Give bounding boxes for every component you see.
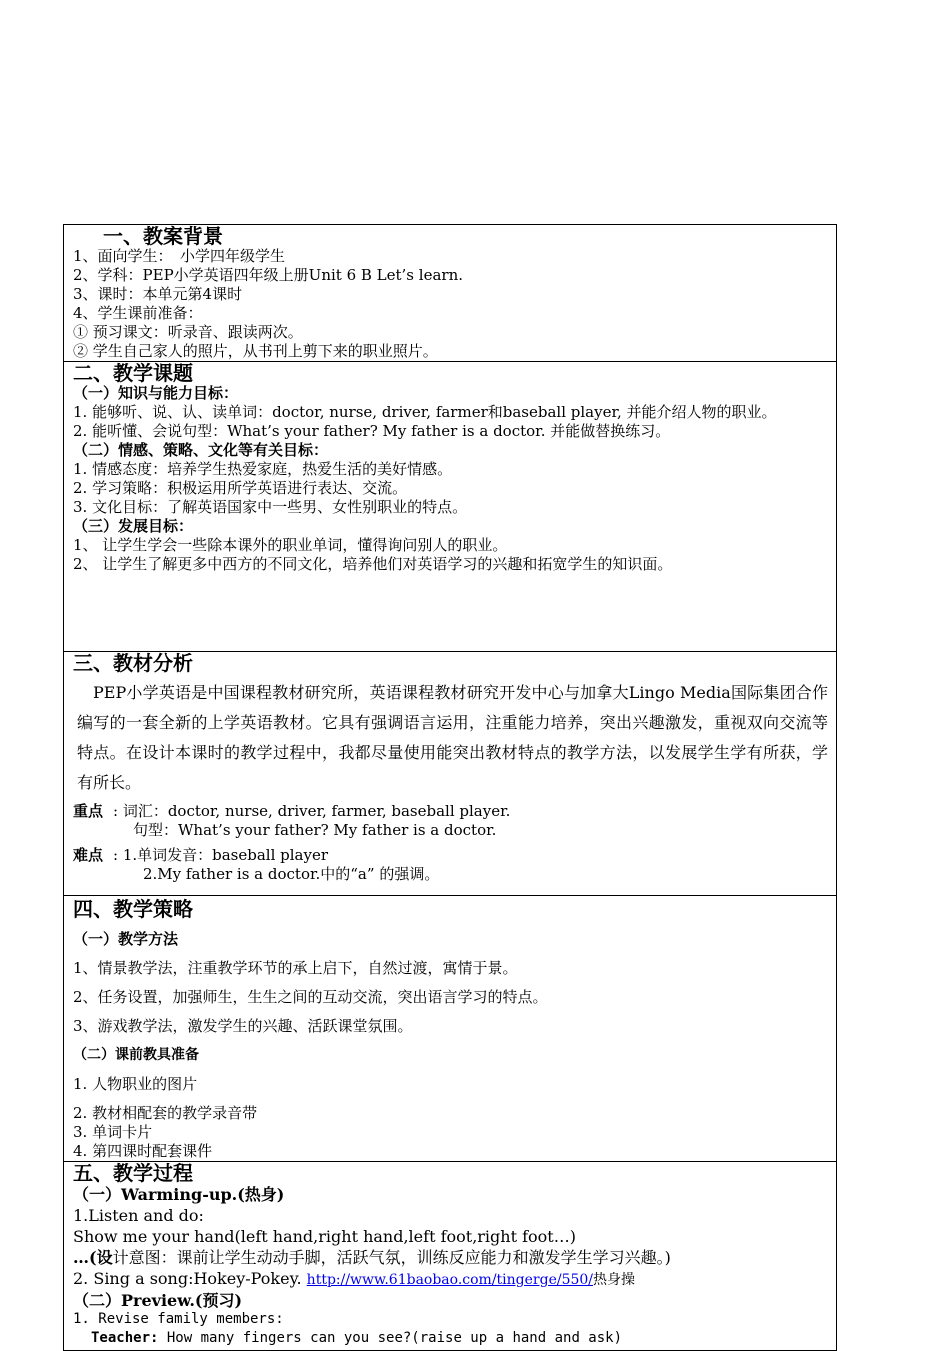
text-line: 3. 单词卡片 [73,1123,153,1141]
design-intent-prefix: …(设 [73,1248,113,1267]
text-line: 3、游戏教学法，激发学生的兴趣、活跃课堂氛围。 [73,1017,413,1035]
text-line: 2、学科：PEP小学英语四年级上册Unit 6 B Let’s learn. [73,266,463,284]
text-line: 1. 能够听、说、认、读单词：doctor, nurse, driver, farmer和baseball player, 并能介绍人物的职业。 [73,403,777,421]
text-line: 句型：What’s your father? My father is a doctor. [133,821,497,839]
analysis-paragraph: PEP小学英语是中国课程教材研究所，英语课程教材研究开发中心与加拿大Lingo Media国际集团合作编写的一套全新的上学英语教材。它具有强调语言运用，注重能力培养，突出兴趣激发，重视双向交流等特点。在设计本课时的教学过程中，我都尽量使用能突出教材特点的教学方法，以发展学生学有所获，学有所长。 [77,683,828,792]
design-intent-line [73,1247,828,1268]
section-topic [64,362,837,652]
subsection-title: （二）Preview.(预习) [73,1291,243,1310]
section-title: 三、教材分析 [73,651,193,675]
difficult-points [73,846,828,884]
section-title: 二、教学课题 [73,361,193,385]
section-background [64,225,837,362]
subsection-title: （一）Warming-up.(热身) [73,1185,285,1204]
song-line [73,1268,828,1291]
text-line: 1、面向学生： 小学四年级学生 [73,247,286,265]
text-line: : 1.单词发音：baseball player [113,846,329,864]
key-points [73,802,828,840]
text-line: Show me your hand(left hand,right hand,left foot,right foot…) [73,1227,576,1246]
section-title: 五、教学过程 [73,1161,193,1185]
subsection-title: （一）知识与能力目标： [73,384,239,402]
text-line: ② 学生自己家人的照片，从书刊上剪下来的职业照片。 [73,342,438,360]
section-title: 一、教案背景 [103,224,223,248]
text-line: ① 预习课文：听录音、跟读两次。 [73,323,303,341]
song-link[interactable]: http://www.61baobao.com/tingerge/550/ [306,1272,594,1288]
text-line: 3. 文化目标：了解英语国家中一些男、女性别职业的特点。 [73,498,468,516]
section-title: 四、教学策略 [73,897,193,921]
song-suffix: 热身操 [593,1272,636,1288]
key-points-label: 重点 [73,802,104,820]
text-line: 2. 学习策略：积极运用所学英语进行表达、交流。 [73,479,408,497]
subsection-title: （二）情感、策略、文化等有关目标： [73,441,329,459]
text-line: 1. 人物职业的图片 [73,1075,198,1093]
teacher-text: How many fingers can you see?(raise up a hand and ask) [158,1330,623,1346]
teacher-line [73,1329,828,1348]
text-line: 3、课时：本单元第4课时 [73,285,243,303]
text-line: 1. Revise family members: [73,1311,284,1327]
section-strategy [64,896,837,1162]
text-line: : 词汇：doctor, nurse, driver, farmer, baseball player. [113,802,511,820]
section-material-analysis [64,652,837,896]
subsection-title: （二）课前教具准备 [73,1047,199,1063]
teacher-label: Teacher: [91,1330,159,1346]
text-line: 1. 情感态度：培养学生热爱家庭，热爱生活的美好情感。 [73,460,453,478]
section-process [64,1162,837,1351]
text-line: 1、情景教学法，注重教学环节的承上启下，自然过渡，寓情于景。 [73,959,518,977]
text-line: 2、 让学生了解更多中西方的不同文化，培养他们对英语学习的兴趣和拓宽学生的知识面。 [73,555,673,573]
text-line: 1.Listen and do: [73,1206,204,1225]
song-text: 2. Sing a song:Hokey-Pokey. [73,1269,307,1288]
text-line: 1、 让学生学会一些除本课外的职业单词，懂得询问别人的职业。 [73,536,508,554]
difficult-points-label: 难点 [73,846,104,864]
text-line: 4. 第四课时配套课件 [73,1142,213,1160]
subsection-title: （一）教学方法 [73,930,179,948]
text-line: 2. 教材相配套的教学录音带 [73,1104,258,1122]
design-intent-text: 计意图：课前让学生动动手脚，活跃气氛，训练反应能力和激发学生学习兴趣。) [112,1248,671,1267]
text-line: 2、任务设置，加强师生，生生之间的互动交流，突出语言学习的特点。 [73,988,548,1006]
text-line: 2.My father is a doctor.中的“a” 的强调。 [143,865,440,883]
lesson-plan-table [63,224,837,1351]
text-line: 4、学生课前准备： [73,304,203,322]
subsection-title: （三）发展目标： [73,517,194,535]
text-line: 2. 能听懂、会说句型：What’s your father? My father is a doctor. 并能做替换练习。 [73,422,671,440]
